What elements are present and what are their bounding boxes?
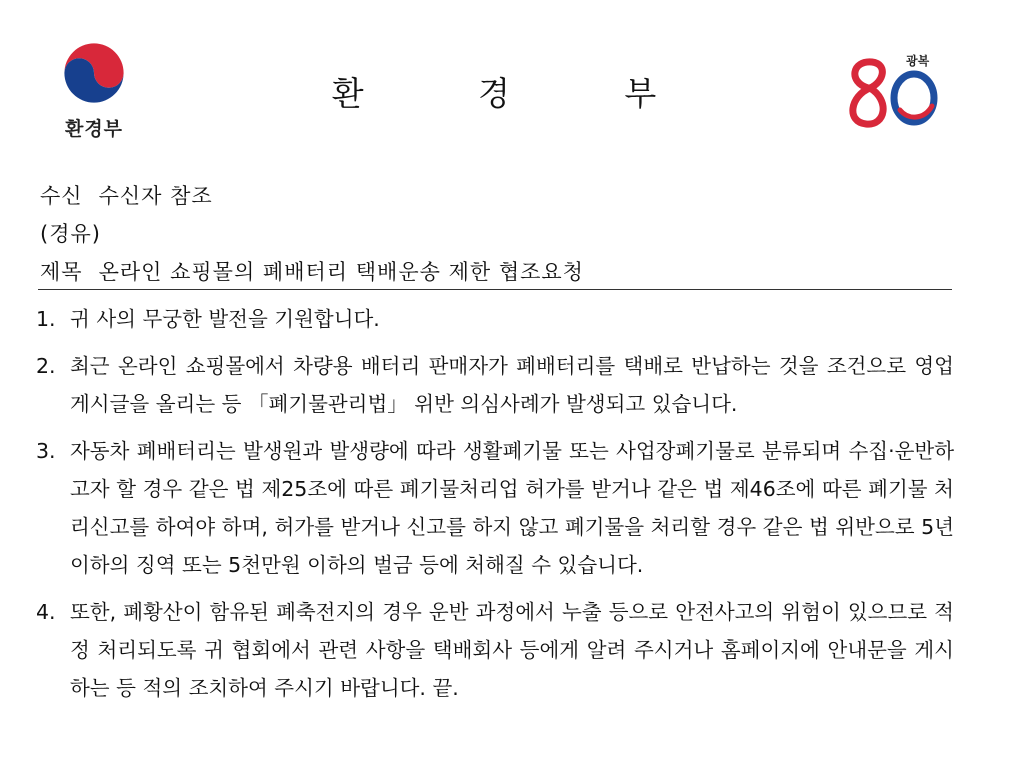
paragraph-number: 1. xyxy=(36,307,56,331)
liberation-80-emblem-icon xyxy=(838,48,950,138)
paragraph-1 xyxy=(36,300,954,338)
recipient-key: 수신 xyxy=(40,184,83,208)
paragraph-4 xyxy=(36,593,954,707)
paragraph-3 xyxy=(36,432,954,584)
paragraph-text: 자동차 폐배터리는 발생원과 발생량에 따라 생활폐기물 또는 사업장폐기물로 분류되며 수집·운반하고자 할 경우 같은 법 제25조에 따른 폐기물처리업 허가를 받거나 같은 법 제46조에 따른 폐기물 처리신고를 하여야 하며, 허가를 받거나 신고를 하지 않고 폐기물을 처리할 경우 같은 법 위반으로 5년 이하의 징역 또는 5천만원 이하의 벌금 등에 처해질 수 있습니다. xyxy=(70,439,954,577)
paragraph-number: 2. xyxy=(36,354,56,378)
liberation-80-badge xyxy=(838,48,950,138)
paragraph-text: 최근 온라인 쇼핑몰에서 차량용 배터리 판매자가 폐배터리를 택배로 반납하는 것을 조건으로 영업 게시글을 올리는 등 「폐기물관리법」 위반 의심사례가 발생되고 있습니다. xyxy=(70,354,954,416)
badge-label: 광복 xyxy=(906,54,930,68)
subject-key: 제목 xyxy=(40,260,83,284)
paragraph-text: 또한, 폐황산이 함유된 폐축전지의 경우 운반 과정에서 누출 등으로 안전사고의 위험이 있으므로 적정 처리되도록 귀 협회에서 관련 사항을 택배회사 등에게 알려 주시거나 홈페이지에 안내문을 게시하는 등 적의 조치하여 주시기 바랍니다. 끝. xyxy=(70,600,954,700)
paragraph-2 xyxy=(36,347,954,423)
header-divider xyxy=(38,289,952,290)
document-title: 환 경 부 xyxy=(331,74,709,113)
recipient-line xyxy=(40,180,213,210)
paragraph-number: 4. xyxy=(36,600,56,624)
body-paragraphs xyxy=(36,300,954,716)
subject-value: 온라인 쇼핑몰의 폐배터리 택배운송 제한 협조요청 xyxy=(98,260,584,284)
subject-line xyxy=(40,256,584,286)
recipient-value: 수신자 참조 xyxy=(98,184,213,208)
paragraph-text: 귀 사의 무궁한 발전을 기원합니다. xyxy=(70,307,380,331)
paragraph-number: 3. xyxy=(36,439,56,463)
ministry-logo-text: 환경부 xyxy=(64,118,124,140)
via-line: (경유) xyxy=(40,222,101,246)
